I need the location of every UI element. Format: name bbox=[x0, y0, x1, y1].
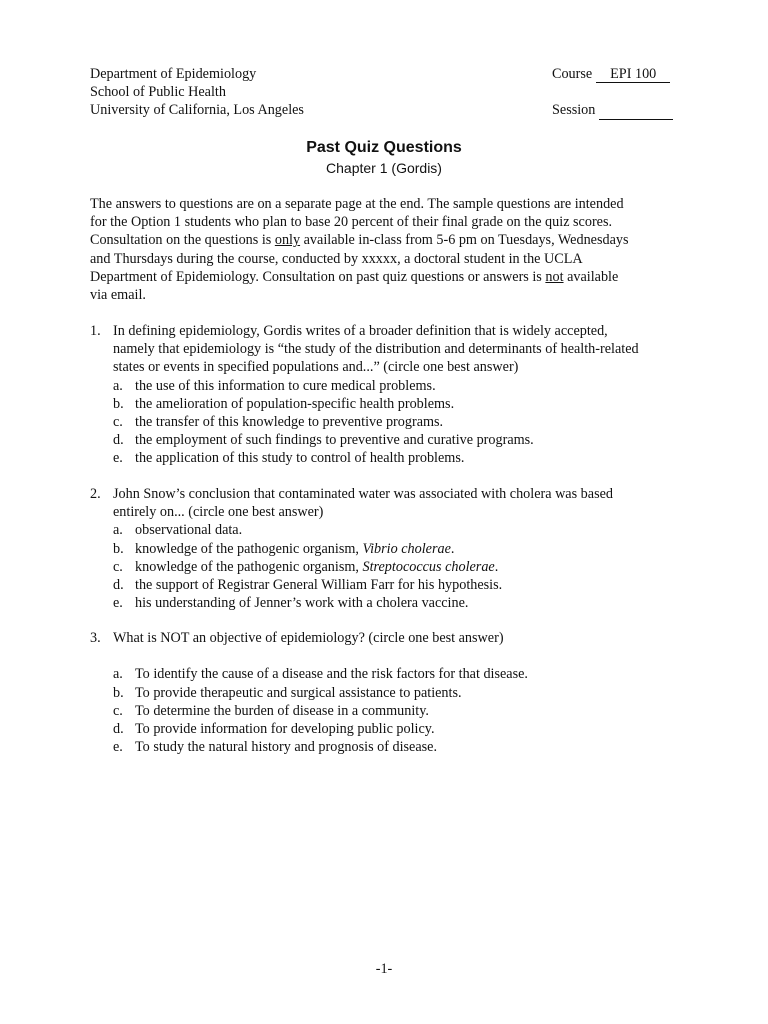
organism-name: Streptococcus cholerae bbox=[362, 558, 495, 575]
intro-line bbox=[90, 268, 690, 286]
option-text: To determine the burden of disease in a community. bbox=[135, 702, 429, 719]
answer-option[interactable] bbox=[90, 521, 690, 539]
question-stem-line bbox=[90, 485, 690, 503]
intro-line: for the Option 1 students who plan to base 20 percent of their final grade on the quiz scores. bbox=[90, 214, 613, 231]
intro-text: Consultation on the questions is bbox=[90, 232, 275, 249]
answer-option[interactable] bbox=[90, 684, 690, 702]
question-number: 1. bbox=[90, 323, 101, 339]
question-stem-line bbox=[90, 629, 690, 647]
option-punctuation: . bbox=[494, 558, 499, 575]
intro-line: via email. bbox=[90, 287, 146, 304]
option-letter: c. bbox=[113, 414, 123, 431]
option-letter: a. bbox=[113, 666, 123, 683]
page-title: Past Quiz Questions bbox=[306, 139, 462, 156]
option-text: the application of this study to control of health problems. bbox=[135, 450, 465, 467]
answer-option[interactable] bbox=[90, 558, 690, 576]
page-number: -1- bbox=[375, 961, 393, 977]
question-stem-line bbox=[90, 322, 690, 340]
option-letter: c. bbox=[113, 702, 123, 719]
option-letter: c. bbox=[113, 558, 123, 575]
option-text: his understanding of Jenner’s work with a cholera vaccine. bbox=[135, 595, 469, 612]
option-letter: e. bbox=[113, 450, 123, 467]
option-text: To provide therapeutic and surgical assistance to patients. bbox=[135, 684, 462, 701]
question-2 bbox=[90, 485, 690, 612]
intro-line: The answers to questions are on a separate page at the end. The sample questions are intended bbox=[90, 196, 624, 212]
department-name: Department of Epidemiology bbox=[90, 66, 257, 82]
option-letter: b. bbox=[113, 684, 124, 701]
question-1 bbox=[90, 322, 690, 468]
answer-option[interactable] bbox=[90, 665, 690, 683]
answer-option[interactable] bbox=[90, 594, 690, 612]
intro-text: available bbox=[563, 268, 619, 285]
option-text: the amelioration of population-specific health problems. bbox=[135, 395, 455, 412]
institution-block bbox=[90, 65, 304, 120]
course-session-block bbox=[552, 65, 673, 120]
question-stem-line: entirely on... (circle one best answer) bbox=[113, 504, 324, 521]
option-punctuation: . bbox=[450, 540, 455, 557]
option-text: observational data. bbox=[135, 522, 243, 539]
option-letter: d. bbox=[113, 721, 124, 737]
session-label: Session bbox=[552, 102, 596, 119]
intro-text: Department of Epidemiology. Consultation on past quiz questions or answers is bbox=[90, 268, 546, 285]
intro-line: and Thursdays during the course, conducted by xxxxx, a doctoral student in the UCLA bbox=[90, 250, 583, 267]
intro-text: available in-class from 5-6 pm on Tuesdays, Wednesdays bbox=[300, 232, 629, 249]
option-letter: d. bbox=[113, 432, 124, 449]
question-stem-line: states or events in specified populations and...” (circle one best answer) bbox=[113, 359, 519, 376]
option-text: the employment of such findings to preventive and curative programs. bbox=[135, 432, 534, 449]
session-blank-line bbox=[599, 104, 673, 120]
answer-option[interactable] bbox=[90, 431, 690, 449]
question-number: 3. bbox=[90, 630, 101, 646]
question-text: John Snow’s conclusion that contaminated water was associated with cholera was based bbox=[113, 486, 613, 502]
option-letter: a. bbox=[113, 522, 123, 539]
option-text: the support of Registrar General William Farr for his hypothesis. bbox=[135, 577, 503, 594]
answer-option[interactable] bbox=[90, 720, 690, 738]
question-text: In defining epidemiology, Gordis writes of a broader definition that is widely accepted, bbox=[113, 323, 608, 339]
option-text: To provide information for developing public policy. bbox=[135, 721, 435, 737]
question-stem-line: namely that epidemiology is “the study of the distribution and determinants of health-related bbox=[113, 341, 639, 358]
emphasis-only: only bbox=[274, 232, 301, 249]
session-row bbox=[552, 101, 673, 119]
answer-option[interactable] bbox=[90, 738, 690, 756]
intro-line bbox=[90, 231, 690, 249]
answer-option[interactable] bbox=[90, 413, 690, 431]
course-row bbox=[552, 65, 673, 83]
university-name: University of California, Los Angeles bbox=[90, 102, 304, 119]
option-text: knowledge of the pathogenic organism, bbox=[135, 558, 363, 575]
intro-paragraph bbox=[90, 195, 690, 304]
option-letter: e. bbox=[113, 739, 123, 756]
option-letter: d. bbox=[113, 577, 124, 594]
school-name: School of Public Health bbox=[90, 84, 226, 101]
answer-option[interactable] bbox=[90, 377, 690, 395]
option-text: knowledge of the pathogenic organism, bbox=[135, 540, 363, 557]
option-letter: b. bbox=[113, 395, 124, 412]
option-text: To identify the cause of a disease and the risk factors for that disease. bbox=[135, 666, 528, 683]
question-3 bbox=[90, 629, 690, 756]
course-label: Course bbox=[552, 66, 593, 82]
course-value: EPI 100 bbox=[596, 67, 670, 83]
answer-option[interactable] bbox=[90, 449, 690, 467]
organism-name: Vibrio cholerae bbox=[362, 540, 451, 557]
option-letter: a. bbox=[113, 377, 123, 394]
course-spacer bbox=[552, 83, 673, 101]
option-letter: b. bbox=[113, 540, 124, 557]
question-number: 2. bbox=[90, 486, 101, 502]
option-text: the use of this information to cure medical problems. bbox=[135, 377, 436, 394]
answer-option[interactable] bbox=[90, 576, 690, 594]
question-text: What is NOT an objective of epidemiology? (circle one best answer) bbox=[113, 630, 504, 646]
answer-option[interactable] bbox=[90, 540, 690, 558]
question-spacer bbox=[90, 647, 690, 665]
page-subtitle: Chapter 1 (Gordis) bbox=[326, 160, 442, 176]
option-text: To study the natural history and prognosis of disease. bbox=[135, 739, 438, 756]
answer-option[interactable] bbox=[90, 395, 690, 413]
answer-option[interactable] bbox=[90, 702, 690, 720]
emphasis-not: not bbox=[545, 268, 564, 285]
option-letter: e. bbox=[113, 595, 123, 612]
option-text: the transfer of this knowledge to preventive programs. bbox=[135, 414, 444, 431]
